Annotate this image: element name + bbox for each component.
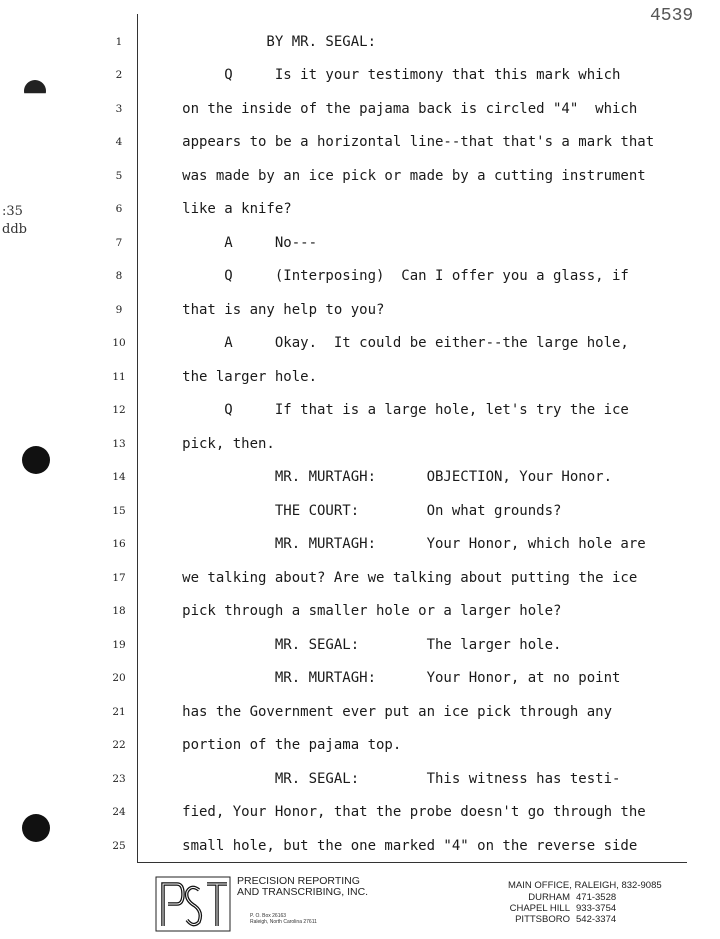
line-number: 4 — [115, 136, 123, 148]
transcript-line: BY MR. SEGAL: — [140, 34, 377, 50]
transcript-line: fied, Your Honor, that the probe doesn't go through the — [140, 804, 646, 820]
transcript-line: was made by an ice pick or made by a cutting instrument — [140, 168, 646, 184]
line-number: 17 — [112, 572, 126, 584]
transcript-line: Q If that is a large hole, let's try the ice — [140, 402, 629, 418]
address-line1: P. O. Box 26163 — [250, 913, 287, 919]
transcript-line: MR. SEGAL: This witness has testi- — [140, 771, 621, 787]
line-number: 21 — [112, 706, 126, 718]
office-phone: 471-3528 — [576, 892, 617, 903]
transcript-line: portion of the pajama top. — [140, 737, 402, 753]
office-phone: 542-3374 — [576, 914, 617, 925]
line-number: 14 — [112, 471, 126, 483]
line-number: 5 — [115, 170, 123, 182]
left-margin-rule — [137, 14, 138, 862]
precision-reporting-logo — [155, 876, 231, 932]
transcript-line: appears to be a horizontal line--that that's a mark that — [140, 134, 655, 150]
line-number: 12 — [112, 404, 126, 416]
transcript-line: Q (Interposing) Can I offer you a glass, if — [140, 268, 629, 284]
office-name: PITTSBORO — [515, 914, 570, 925]
line-number: 15 — [112, 505, 126, 517]
transcript-line: A No--- — [140, 235, 318, 251]
line-number: 11 — [112, 371, 126, 383]
transcript-line: we talking about? Are we talking about putting the ice — [140, 570, 638, 586]
transcript-line: A Okay. It could be either--the large hole, — [140, 335, 629, 351]
punch-hole-top — [24, 80, 46, 102]
company-address — [250, 913, 317, 925]
line-number: 20 — [112, 672, 126, 684]
transcript-line: MR. SEGAL: The larger hole. — [140, 637, 562, 653]
office-row — [508, 903, 662, 914]
line-number: 8 — [115, 270, 123, 282]
transcript-line: MR. MURTAGH: Your Honor, at no point — [140, 670, 621, 686]
company-name — [237, 876, 368, 898]
line-number: 13 — [112, 438, 126, 450]
line-number: 6 — [115, 203, 123, 215]
main-office: MAIN OFFICE, RALEIGH, 832-9085 — [508, 880, 662, 891]
transcript-line: pick through a smaller hole or a larger hole? — [140, 603, 562, 619]
transcript-line: Q Is it your testimony that this mark which — [140, 67, 621, 83]
punch-hole-bottom — [22, 814, 50, 842]
transcript-line: has the Government ever put an ice pick through any — [140, 704, 613, 720]
line-number: 22 — [112, 739, 126, 751]
line-number: 16 — [112, 538, 126, 550]
office-name: DURHAM — [528, 892, 570, 903]
transcript-line: MR. MURTAGH: OBJECTION, Your Honor. — [140, 469, 613, 485]
line-number: 24 — [112, 806, 126, 818]
line-number: 2 — [115, 69, 123, 81]
line-number: 23 — [112, 773, 126, 785]
line-number: 3 — [115, 103, 123, 115]
office-directory — [508, 880, 662, 925]
office-name: CHAPEL HILL — [509, 903, 570, 914]
margin-note-time: :35 — [2, 204, 23, 219]
company-name-line1: PRECISION REPORTING — [237, 875, 360, 887]
punch-hole-middle — [22, 446, 50, 474]
transcript-line: on the inside of the pajama back is circled "4" which — [140, 101, 638, 117]
transcript-line: small hole, but the one marked "4" on the reverse side — [140, 838, 638, 854]
transcript-line: MR. MURTAGH: Your Honor, which hole are — [140, 536, 646, 552]
line-number: 19 — [112, 639, 126, 651]
page-number: 4539 — [650, 6, 694, 26]
transcript-line: like a knife? — [140, 201, 292, 217]
transcript-line: the larger hole. — [140, 369, 318, 385]
transcript-line: that is any help to you? — [140, 302, 385, 318]
bottom-rule — [137, 862, 687, 863]
line-number: 7 — [115, 237, 123, 249]
company-name-line2: AND TRANSCRIBING, INC. — [237, 886, 369, 898]
line-number: 18 — [112, 605, 126, 617]
address-line2: Raleigh, North Carolina 27611 — [250, 919, 317, 925]
line-number: 10 — [112, 337, 126, 349]
line-number: 1 — [115, 36, 123, 48]
line-number: 9 — [115, 304, 123, 316]
line-number: 25 — [112, 840, 126, 852]
office-row — [508, 914, 662, 925]
office-phone: 933-3754 — [576, 903, 617, 914]
transcript-line: pick, then. — [140, 436, 275, 452]
transcript-line: THE COURT: On what grounds? — [140, 503, 562, 519]
office-row — [508, 892, 662, 903]
margin-note-initials: ddb — [2, 222, 27, 237]
